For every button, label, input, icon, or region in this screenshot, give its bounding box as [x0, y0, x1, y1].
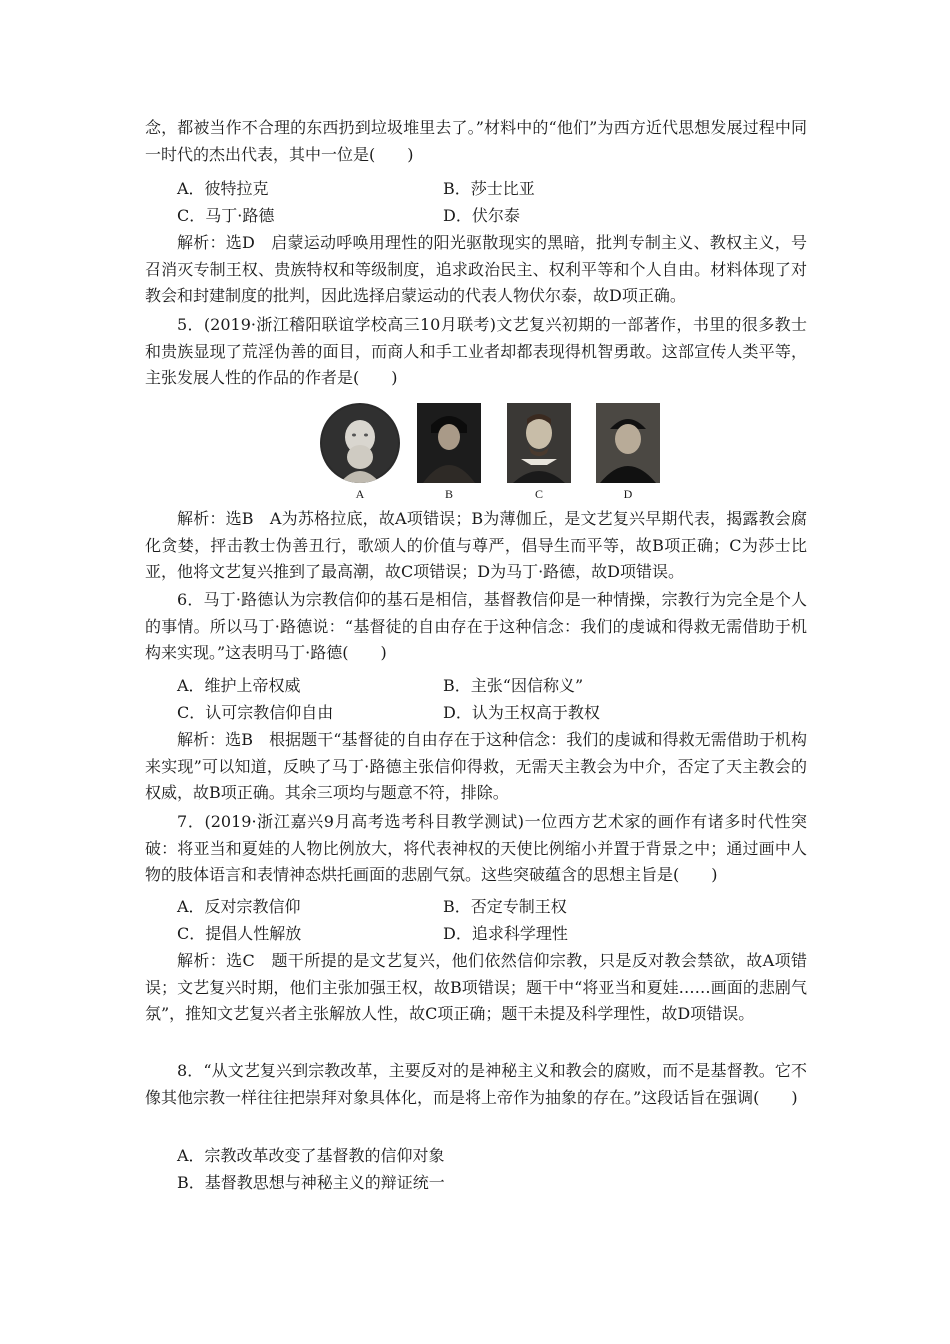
q5-analysis: 解析：选B A为苏格拉底，故A项错误；B为薄伽丘，是文艺复兴早期代表，揭露教会腐化贪婪，抨击教士伪善丑行，歌颂人的价值与尊严，倡导生而平等，故B项正确；C为莎士比亚，他将文艺复兴推到了最高潮，故C项错误；D为马丁·路德，故D项错误。 [145, 509, 807, 581]
portrait-c-shakespeare [507, 403, 571, 483]
q6-option-c: C．认可宗教信仰自由 [177, 703, 334, 722]
portrait-b-boccaccio [417, 403, 481, 483]
q5-label-c: C [534, 487, 543, 501]
q8-option-b: B．基督教思想与神秘主义的辩证统一 [177, 1173, 445, 1192]
q5-label-b: B [444, 487, 453, 501]
q5-label-d: D [623, 487, 633, 501]
q5-stem: 5．(2019·浙江稽阳联谊学校高三10月联考)文艺复兴初期的一部著作，书里的很多教士和贵族显现了荒淫伪善的面目，而商人和手工业者却都表现得机智勇敢。这部宣传人类平等，主张发展人性的作品的作者是( ) [145, 315, 807, 387]
q6-option-a: A．维护上帝权威 [177, 676, 301, 695]
q6-stem: 6．马丁·路德认为宗教信仰的基石是相信，基督教信仰是一种情操，宗教行为完全是个人的事情。所以马丁·路德说：“基督徒的自由存在于这种信念：我们的虔诚和得救无需借助于机构来实现。”这表明马丁·路德( ) [145, 590, 807, 662]
q7-option-a: A．反对宗教信仰 [177, 897, 301, 916]
q7-stem: 7．(2019·浙江嘉兴9月高考选考科目教学测试)一位西方艺术家的画作有诸多时代性突破：将亚当和夏娃的人物比例放大，将代表神权的天使比例缩小并置于背景之中；通过画中人物的肢体语言和表情神态烘托画面的悲剧气氛。这些突破蕴含的思想主旨是( ) [145, 812, 807, 884]
q4-option-c: C．马丁·路德 [177, 206, 275, 225]
q5-portrait-row [320, 403, 660, 503]
q4-option-d: D．伏尔泰 [443, 206, 520, 225]
q8-stem: 8．“从文艺复兴到宗教改革，主要反对的是神秘主义和教会的腐败，而不是基督教。它不像其他宗教一样往往把崇拜对象具体化，而是将上帝作为抽象的存在。”这段话旨在强调( ) [145, 1061, 807, 1107]
portrait-d-martin-luther [596, 403, 660, 483]
q5-label-a: A [355, 487, 365, 501]
q7-option-b: B．否定专制王权 [443, 897, 567, 916]
q4-option-b: B．莎士比亚 [443, 179, 535, 198]
question-4-stem-tail: 念，都被当作不合理的东西扔到垃圾堆里去了。”材料中的“他们”为西方近代思想发展过程中同一时代的杰出代表，其中一位是( ) [145, 118, 807, 164]
q6-option-d: D．认为王权高于教权 [443, 703, 600, 722]
q8-option-a: A．宗教改革改变了基督教的信仰对象 [177, 1146, 445, 1165]
q6-analysis: 解析：选B 根据题干“基督徒的自由存在于这种信念：我们的虔诚和得救无需借助于机构来实现”可以知道，反映了马丁·路德主张信仰得救，无需天主教会为中介，否定了天主教会的权威，故B项正确。其余三项均与题意不符，排除。 [145, 730, 807, 802]
q4-analysis: 解析：选D 启蒙运动呼唤用理性的阳光驱散现实的黑暗，批判专制主义、教权主义，号召消灭专制王权、贵族特权和等级制度，追求政治民主、权利平等和个人自由。材料体现了对教会和封建制度的批判，因此选择启蒙运动的代表人物伏尔泰，故D项正确。 [145, 233, 807, 305]
q6-option-b: B．主张“因信称义” [443, 676, 584, 695]
portrait-a-socrates [320, 403, 400, 483]
q4-option-a: A．彼特拉克 [177, 179, 269, 198]
q7-option-d: D．追求科学理性 [443, 924, 568, 943]
q7-analysis: 解析：选C 题干所提的是文艺复兴，他们依然信仰宗教，只是反对教会禁欲，故A项错误；文艺复兴时期，他们主张加强王权，故B项错误；题干中“将亚当和夏娃……画面的悲剧气氛”，推知文艺复兴者主张解放人性，故C项正确；题干未提及科学理性，故D项错误。 [145, 951, 807, 1023]
q7-option-c: C．提倡人性解放 [177, 924, 302, 943]
